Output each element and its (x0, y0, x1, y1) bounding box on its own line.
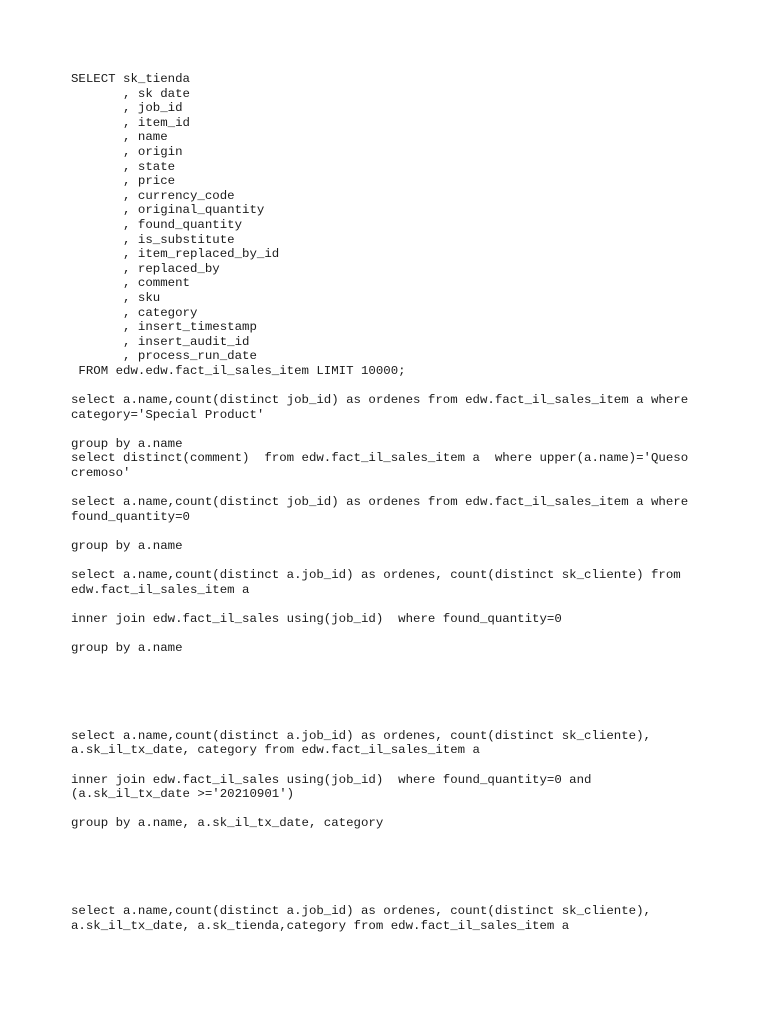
code-line: group by a.name, a.sk_il_tx_date, category (71, 816, 384, 831)
code-line: , found_quantity (71, 217, 243, 232)
code-line: , name (71, 130, 168, 145)
code-line: FROM edw.edw.fact_il_sales_item LIMIT 10000; (71, 363, 406, 378)
blank-line (71, 524, 711, 539)
code-line: select a.name,count(distinct a.job_id) as ordenes, count(distinct sk_cliente), (71, 903, 651, 918)
blank-line (71, 597, 711, 612)
store-query (71, 904, 711, 933)
blank-line (71, 481, 711, 496)
code-line: inner join edw.fact_il_sales using(job_id) where found_quantity=0 and (71, 772, 592, 787)
blank-line (71, 627, 711, 642)
code-line: , currency_code (71, 188, 235, 203)
code-line: , state (71, 159, 176, 174)
code-line: , origin (71, 144, 183, 159)
code-line: , comment (71, 276, 190, 291)
code-line: select a.name,count(distinct a.job_id) as ordenes, count(distinct sk_cliente) from (71, 568, 681, 583)
select-columns-query (71, 72, 711, 378)
code-line: found_quantity=0 (71, 509, 190, 524)
code-line: cremoso' (71, 466, 131, 481)
code-line: a.sk_il_tx_date, a.sk_tienda,category from edw.fact_il_sales_item a (71, 918, 570, 933)
code-line: select a.name,count(distinct job_id) as ordenes from edw.fact_il_sales_item a where (71, 393, 689, 408)
code-line: , process_run_date (71, 349, 257, 364)
code-line: group by a.name (71, 539, 183, 553)
special-product-query (71, 393, 711, 481)
code-line: , replaced_by (71, 261, 220, 276)
blank-gap (71, 656, 711, 729)
code-line: (a.sk_il_tx_date >='20210901') (71, 787, 295, 802)
code-line: SELECT sk_tienda (71, 72, 190, 86)
code-line: , job_id (71, 101, 183, 116)
blank-line (71, 758, 711, 773)
code-line: , price (71, 174, 176, 189)
blank-line (71, 802, 711, 817)
code-line: edw.fact_il_sales_item a (71, 582, 250, 597)
code-line: a.sk_il_tx_date, category from edw.fact_il_sales_item a (71, 743, 480, 758)
found-quantity-query (71, 495, 711, 553)
code-line: category='Special Product' (71, 407, 265, 422)
code-line: , item_replaced_by_id (71, 247, 280, 262)
code-line: , insert_timestamp (71, 320, 257, 335)
blank-line (71, 554, 711, 569)
code-line: select a.name,count(distinct job_id) as ordenes from edw.fact_il_sales_item a where (71, 495, 689, 510)
join-sales-query (71, 568, 711, 656)
code-line: select a.name,count(distinct a.job_id) as ordenes, count(distinct sk_cliente), (71, 728, 651, 743)
code-line: , original_quantity (71, 203, 265, 218)
code-line: , insert_audit_id (71, 334, 250, 349)
blank-line (71, 422, 711, 437)
code-line: , sk date (71, 86, 190, 101)
date-filter-query (71, 729, 711, 831)
code-line: , category (71, 305, 198, 320)
code-line: , is_substitute (71, 232, 235, 247)
sql-document (71, 72, 711, 933)
blank-gap (71, 831, 711, 904)
code-line: inner join edw.fact_il_sales using(job_id) where found_quantity=0 (71, 611, 562, 626)
code-line: , item_id (71, 115, 190, 130)
code-line: , sku (71, 290, 161, 305)
blank-line (71, 378, 711, 393)
code-line: group by a.name (71, 641, 183, 656)
code-line: select distinct(comment) from edw.fact_il_sales_item a where upper(a.name)='Queso (71, 451, 689, 466)
code-line: group by a.name (71, 436, 183, 451)
